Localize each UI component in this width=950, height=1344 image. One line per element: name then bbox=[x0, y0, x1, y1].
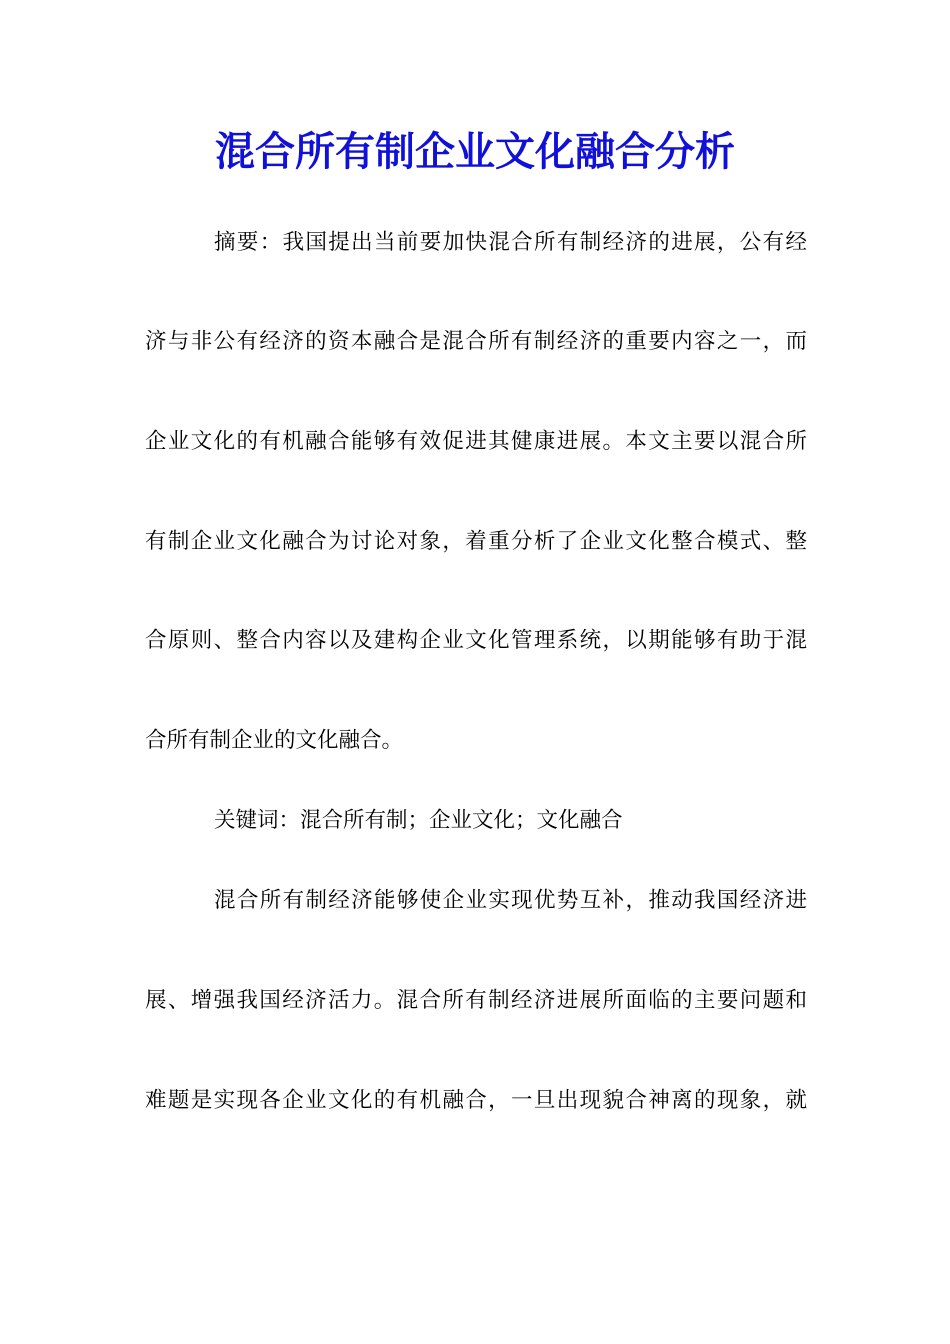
abstract-line-2: 济与非公有经济的资本融合是混合所有制经济的重要内容之一，而 bbox=[145, 329, 807, 354]
abstract-line-5: 合原则、整合内容以及建构企业文化管理系统，以期能够有助于混 bbox=[145, 628, 807, 653]
body-line-1: 混合所有制经济能够使企业实现优势互补，推动我国经济进 bbox=[214, 888, 807, 913]
abstract-line-3: 企业文化的有机融合能够有效促进其健康进展。本文主要以混合所 bbox=[145, 429, 807, 454]
document-title: 混合所有制企业文化融合分析 bbox=[215, 128, 735, 175]
abstract-line-6: 合所有制企业的文化融合。 bbox=[145, 728, 404, 753]
body-line-3: 难题是实现各企业文化的有机融合，一旦出现貌合神离的现象，就 bbox=[145, 1088, 807, 1113]
abstract-line-1: 摘要：我国提出当前要加快混合所有制经济的进展，公有经 bbox=[214, 230, 807, 255]
body-line-2: 展、增强我国经济活力。混合所有制经济进展所面临的主要问题和 bbox=[145, 988, 807, 1013]
abstract-line-4: 有制企业文化融合为讨论对象，着重分析了企业文化整合模式、整 bbox=[145, 529, 807, 554]
keywords-line: 关键词：混合所有制；企业文化；文化融合 bbox=[214, 808, 623, 833]
